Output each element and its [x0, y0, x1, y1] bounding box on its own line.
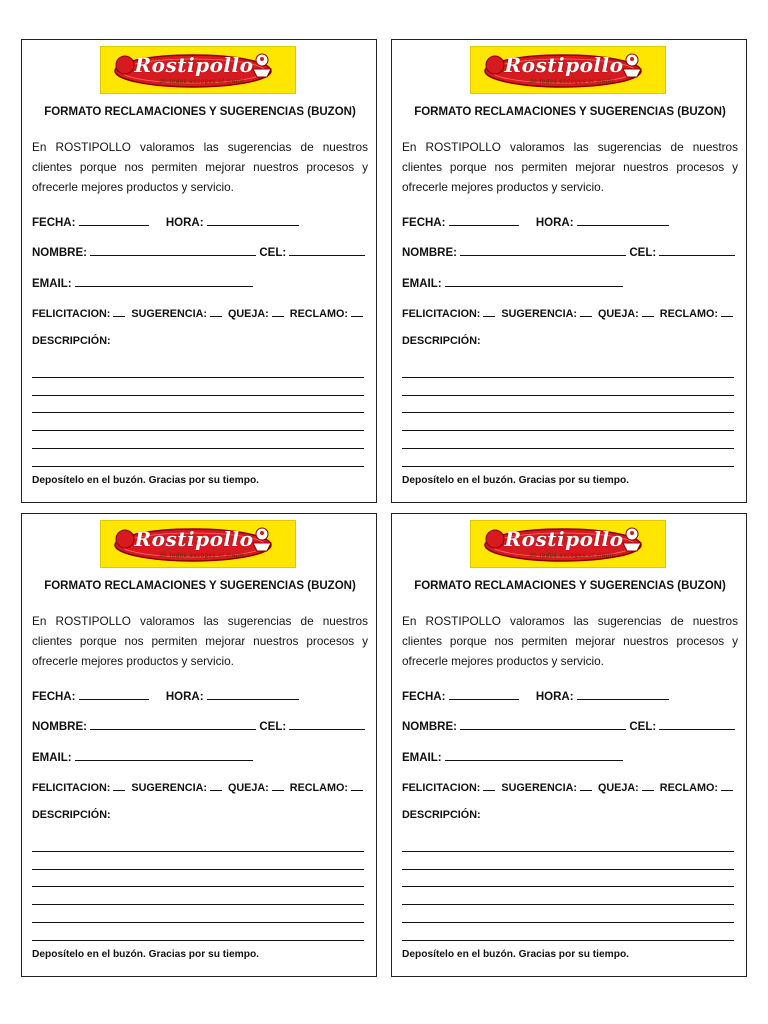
reclamo-label: RECLAMO: — [659, 782, 718, 794]
descripcion-line[interactable] — [402, 360, 734, 378]
reclamo-blank[interactable] — [351, 304, 363, 317]
felicitacion-label: FELICITACION: — [402, 782, 481, 794]
descripcion-line[interactable] — [32, 905, 364, 923]
descripcion-line[interactable] — [32, 887, 364, 905]
queja-label: QUEJA: — [597, 782, 639, 794]
descripcion-line[interactable] — [32, 378, 364, 396]
fecha-blank[interactable] — [79, 213, 149, 226]
cel-blank[interactable] — [659, 243, 735, 256]
sugerencia-label: SUGERENCIA: — [131, 308, 207, 320]
felicitacion-blank[interactable] — [113, 778, 125, 791]
felicitacion-blank[interactable] — [113, 304, 125, 317]
nombre-label: NOMBRE: — [402, 247, 457, 259]
nombre-cel-row — [402, 243, 735, 259]
type-row — [32, 304, 363, 320]
hora-blank[interactable] — [577, 213, 669, 226]
cel-label: CEL: — [259, 247, 287, 259]
rostipollo-logo — [100, 46, 296, 94]
email-label: EMAIL: — [402, 752, 442, 764]
email-row — [32, 274, 253, 290]
felicitacion-label: FELICITACION: — [32, 308, 111, 320]
fecha-hora-row — [32, 687, 299, 703]
nombre-blank[interactable] — [460, 243, 626, 256]
form-footer: Deposítelo en el buzón. Gracias por su tiempo. — [32, 949, 259, 960]
descripcion-line[interactable] — [402, 834, 734, 852]
reclamo-blank[interactable] — [351, 778, 363, 791]
email-label: EMAIL: — [32, 752, 72, 764]
descripcion-line[interactable] — [32, 834, 364, 852]
nombre-blank[interactable] — [90, 243, 256, 256]
queja-blank[interactable] — [272, 778, 284, 791]
descripcion-line[interactable] — [32, 396, 364, 414]
descripcion-line[interactable] — [402, 396, 734, 414]
cel-blank[interactable] — [289, 717, 365, 730]
descripcion-line[interactable] — [32, 431, 364, 449]
fecha-label: FECHA: — [32, 691, 76, 703]
descripcion-line[interactable] — [402, 852, 734, 870]
logo-tagline: de todos escoges el mejor — [159, 79, 245, 85]
descripcion-lines[interactable] — [402, 360, 734, 467]
queja-blank[interactable] — [642, 778, 654, 791]
hora-label: HORA: — [165, 691, 204, 703]
logo-wordmark: Rostipollo — [134, 53, 254, 77]
form-footer: Deposítelo en el buzón. Gracias por su tiempo. — [402, 475, 629, 486]
descripcion-line[interactable] — [402, 905, 734, 923]
form-footer: Deposítelo en el buzón. Gracias por su tiempo. — [32, 475, 259, 486]
logo-tagline: de todos escoges el mejor — [529, 553, 615, 559]
rostipollo-logo — [470, 46, 666, 94]
complaint-form-card-3 — [21, 513, 377, 977]
sugerencia-blank[interactable] — [210, 304, 222, 317]
sugerencia-label: SUGERENCIA: — [131, 782, 207, 794]
queja-label: QUEJA: — [227, 782, 269, 794]
logo-tagline: de todos escoges el mejor — [529, 79, 615, 85]
queja-label: QUEJA: — [227, 308, 269, 320]
nombre-cel-row — [402, 717, 735, 733]
complaint-form-card-4 — [391, 513, 747, 977]
descripcion-line[interactable] — [32, 923, 364, 941]
email-label: EMAIL: — [32, 278, 72, 290]
complaint-form-card-2 — [391, 39, 747, 503]
fecha-blank[interactable] — [79, 687, 149, 700]
logo-wordmark: Rostipollo — [134, 527, 254, 551]
queja-blank[interactable] — [642, 304, 654, 317]
descripcion-label: DESCRIPCIÓN: — [402, 335, 481, 347]
logo-wordmark: Rostipollo — [504, 527, 624, 551]
sugerencia-blank[interactable] — [580, 778, 592, 791]
queja-label: QUEJA: — [597, 308, 639, 320]
fecha-label: FECHA: — [402, 691, 446, 703]
descripcion-line[interactable] — [32, 449, 364, 467]
descripcion-line[interactable] — [32, 413, 364, 431]
hora-blank[interactable] — [577, 687, 669, 700]
reclamo-blank[interactable] — [721, 304, 733, 317]
hora-label: HORA: — [165, 217, 204, 229]
felicitacion-label: FELICITACION: — [32, 782, 111, 794]
form-intro: En ROSTIPOLLO valoramos las sugerencias de nuestros clientes porque nos permiten mejorar nuestros procesos y ofrecerle mejores productos y servicio. — [32, 140, 368, 194]
cel-label: CEL: — [629, 247, 657, 259]
hora-blank[interactable] — [207, 213, 299, 226]
rostipollo-logo — [100, 520, 296, 568]
nombre-cel-row — [32, 243, 365, 259]
descripcion-line[interactable] — [402, 887, 734, 905]
email-label: EMAIL: — [402, 278, 442, 290]
descripcion-lines[interactable] — [32, 360, 364, 467]
form-intro: En ROSTIPOLLO valoramos las sugerencias de nuestros clientes porque nos permiten mejorar nuestros procesos y ofrecerle mejores productos y servicio. — [402, 140, 738, 194]
felicitacion-blank[interactable] — [483, 304, 495, 317]
nombre-blank[interactable] — [90, 717, 256, 730]
descripcion-line[interactable] — [402, 870, 734, 888]
felicitacion-blank[interactable] — [483, 778, 495, 791]
form-intro: En ROSTIPOLLO valoramos las sugerencias de nuestros clientes porque nos permiten mejorar nuestros procesos y ofrecerle mejores productos y servicio. — [402, 614, 738, 668]
email-blank[interactable] — [75, 274, 253, 287]
sugerencia-blank[interactable] — [210, 778, 222, 791]
email-blank[interactable] — [445, 748, 623, 761]
nombre-cel-row — [32, 717, 365, 733]
type-row — [32, 778, 363, 794]
descripcion-line[interactable] — [32, 852, 364, 870]
descripcion-lines[interactable] — [32, 834, 364, 941]
fecha-blank[interactable] — [449, 213, 519, 226]
cel-blank[interactable] — [659, 717, 735, 730]
reclamo-label: RECLAMO: — [659, 308, 718, 320]
reclamo-blank[interactable] — [721, 778, 733, 791]
sugerencia-label: SUGERENCIA: — [501, 308, 577, 320]
sugerencia-blank[interactable] — [580, 304, 592, 317]
email-row — [402, 274, 623, 290]
descripcion-line[interactable] — [32, 360, 364, 378]
cel-blank[interactable] — [289, 243, 365, 256]
rostipollo-logo — [470, 520, 666, 568]
nombre-label: NOMBRE: — [32, 247, 87, 259]
form-footer: Deposítelo en el buzón. Gracias por su tiempo. — [402, 949, 629, 960]
type-row — [402, 304, 733, 320]
form-intro: En ROSTIPOLLO valoramos las sugerencias de nuestros clientes porque nos permiten mejorar nuestros procesos y ofrecerle mejores productos y servicio. — [32, 614, 368, 668]
cel-label: CEL: — [629, 721, 657, 733]
form-title: FORMATO RECLAMACIONES Y SUGERENCIAS (BUZON) — [44, 106, 356, 118]
nombre-label: NOMBRE: — [32, 721, 87, 733]
email-row — [32, 748, 253, 764]
cel-label: CEL: — [259, 721, 287, 733]
reclamo-label: RECLAMO: — [289, 308, 348, 320]
fecha-hora-row — [32, 213, 299, 229]
logo-tagline: de todos escoges el mejor — [159, 553, 245, 559]
fecha-hora-row — [402, 687, 669, 703]
complaint-form-card-1 — [21, 39, 377, 503]
queja-blank[interactable] — [272, 304, 284, 317]
descripcion-label: DESCRIPCIÓN: — [32, 335, 111, 347]
descripcion-label: DESCRIPCIÓN: — [402, 809, 481, 821]
type-row — [402, 778, 733, 794]
form-title: FORMATO RECLAMACIONES Y SUGERENCIAS (BUZON) — [414, 580, 726, 592]
descripcion-lines[interactable] — [402, 834, 734, 941]
fecha-hora-row — [402, 213, 669, 229]
descripcion-line[interactable] — [32, 870, 364, 888]
fecha-label: FECHA: — [32, 217, 76, 229]
descripcion-line[interactable] — [402, 923, 734, 941]
nombre-blank[interactable] — [460, 717, 626, 730]
sugerencia-label: SUGERENCIA: — [501, 782, 577, 794]
fecha-label: FECHA: — [402, 217, 446, 229]
descripcion-line[interactable] — [402, 413, 734, 431]
descripcion-line[interactable] — [402, 378, 734, 396]
descripcion-label: DESCRIPCIÓN: — [32, 809, 111, 821]
hora-label: HORA: — [535, 217, 574, 229]
hora-blank[interactable] — [207, 687, 299, 700]
email-blank[interactable] — [445, 274, 623, 287]
form-title: FORMATO RECLAMACIONES Y SUGERENCIAS (BUZON) — [414, 106, 726, 118]
felicitacion-label: FELICITACION: — [402, 308, 481, 320]
email-blank[interactable] — [75, 748, 253, 761]
hora-label: HORA: — [535, 691, 574, 703]
reclamo-label: RECLAMO: — [289, 782, 348, 794]
descripcion-line[interactable] — [402, 449, 734, 467]
nombre-label: NOMBRE: — [402, 721, 457, 733]
email-row — [402, 748, 623, 764]
descripcion-line[interactable] — [402, 431, 734, 449]
form-title: FORMATO RECLAMACIONES Y SUGERENCIAS (BUZON) — [44, 580, 356, 592]
logo-wordmark: Rostipollo — [504, 53, 624, 77]
fecha-blank[interactable] — [449, 687, 519, 700]
